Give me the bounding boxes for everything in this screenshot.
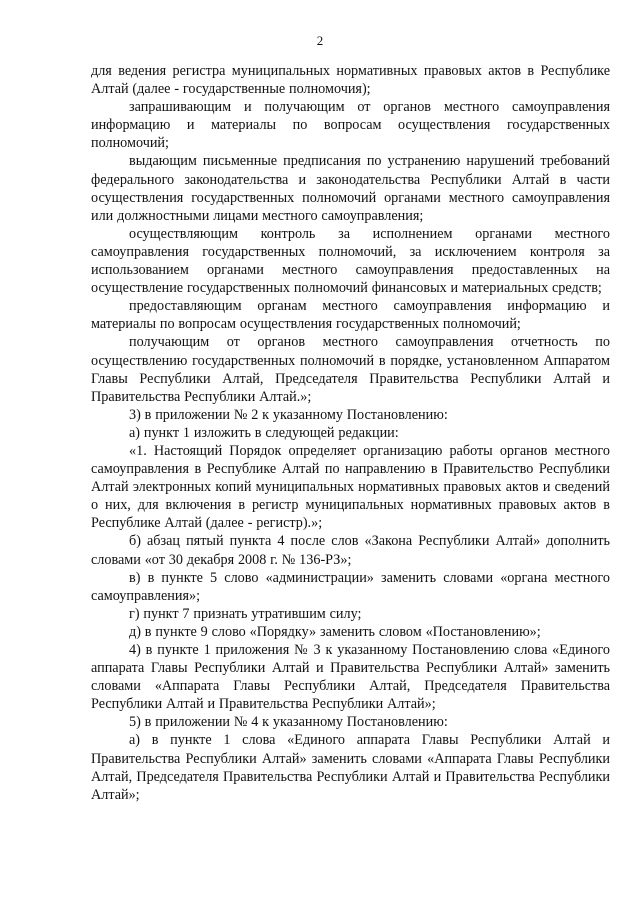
paragraph: выдающим письменные предписания по устранению нарушений требований федерального законодательства и законодательства Республики Алтай в части осуществления государственных полномочий органами местного самоуправления или должностными лицами местного самоуправления; (91, 153, 610, 224)
paragraph: «1. Настоящий Порядок определяет организацию работы органов местного самоуправления в Республике Алтай по направлению в Правительство Республики Алтай электронных копий муниципальных нормативных правовых актов и сведений о них, для включения в регистр муниципальных нормативных правовых актов в Республике Алтай (далее - регистр).»; (91, 442, 610, 532)
paragraph: 4) в пункте 1 приложения № 3 к указанному Постановлению слова «Единого аппарата Главы Республики Алтай и Правительства Республики Алтай» заменить словами «Аппарата Главы Республики Алтай, Председателя Правительства Республики Алтай и Правительства Республики Алтай»; (91, 642, 610, 713)
paragraph: 5) в приложении № 4 к указанному Постановлению: (129, 714, 448, 731)
page-number: 2 (316, 33, 324, 48)
paragraph: 3) в приложении № 2 к указанному Постановлению: (129, 406, 448, 423)
paragraph: а) в пункте 1 слова «Единого аппарата Главы Республики Алтай и Правительства Республики Алтай» заменить словами «Аппарата Главы Республики Алтай, Председателя Правительства Республики Алтай и Правительства Республики Алтай»; (91, 732, 610, 803)
paragraph: для ведения регистра муниципальных нормативных правовых актов в Республике Алтай (далее - государственные полномочия); (91, 63, 610, 98)
paragraph: г) пункт 7 признать утратившим силу; (129, 605, 362, 622)
paragraph: а) пункт 1 изложить в следующей редакции: (129, 424, 399, 441)
paragraph: получающим от органов местного самоуправления отчетность по осуществлению государственных полномочий в порядке, установленном Аппаратом Главы Республики Алтай, Председателя Правительства Республики Алтай и Правительства Республики Алтай.»; (91, 334, 610, 405)
paragraph: запрашивающим и получающим от органов местного самоуправления информацию и материалы по вопросам осуществления государственных полномочий; (91, 99, 610, 152)
paragraph: в) в пункте 5 слово «администрации» заменить словами «органа местного самоуправления»; (91, 569, 610, 604)
document-body (91, 62, 610, 804)
paragraph: д) в пункте 9 слово «Порядку» заменить словом «Постановлению»; (129, 623, 541, 640)
paragraph: предоставляющим органам местного самоуправления информацию и материалы по вопросам осуществления государственных полномочий; (91, 298, 610, 333)
paragraph: осуществляющим контроль за исполнением органами местного самоуправления государственных полномочий, за исключением контроля за использованием органами местного самоуправления предоставленных на осуществление государственных полномочий финансовых и материальных средств; (91, 225, 610, 297)
paragraph: б) абзац пятый пункта 4 после слов «Закона Республики Алтай» дополнить словами «от 30 декабря 2008 г. № 136-РЗ»; (91, 533, 610, 568)
